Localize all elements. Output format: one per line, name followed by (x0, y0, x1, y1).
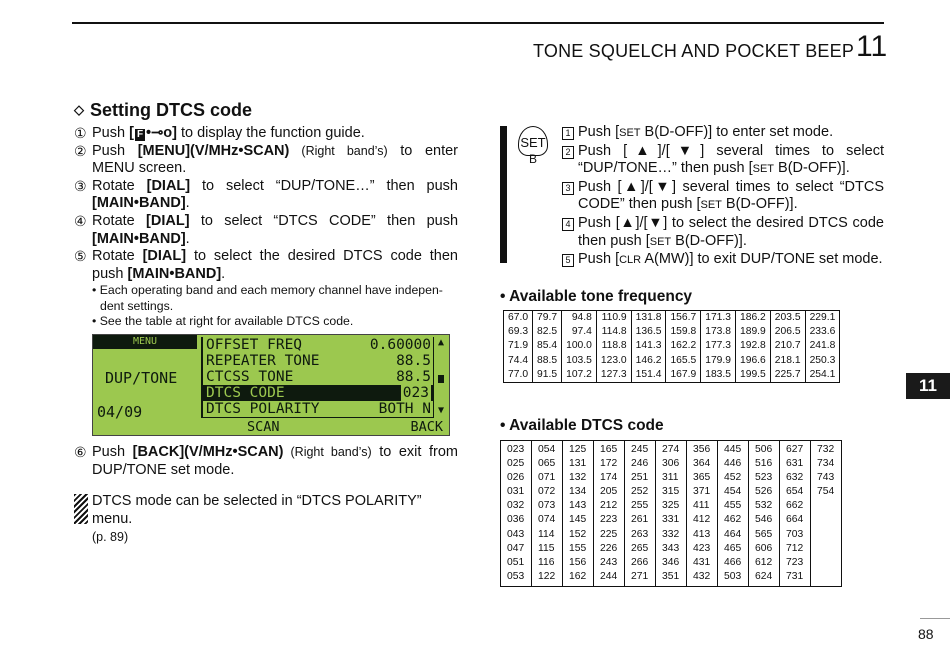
table-cell: 245 (631, 444, 649, 455)
table-cell: 452 (724, 472, 742, 484)
table-cell: 91.5 (537, 368, 558, 380)
table-cell: 703 (786, 528, 804, 540)
scroll-down-icon: ▼ (437, 405, 445, 416)
tone-column (533, 311, 562, 383)
alt-procedure-steps (562, 124, 884, 270)
table-cell: 412 (693, 514, 711, 526)
table-cell: 032 (507, 500, 525, 512)
table-cell: 265 (631, 542, 649, 554)
lcd-scrollbar (435, 337, 447, 417)
table-cell: 218.1 (774, 354, 801, 366)
table-cell: 043 (507, 528, 525, 540)
table-cell: 167.9 (670, 368, 697, 380)
table-cell: 189.9 (740, 326, 766, 338)
lcd-back-softkey: BACK (410, 419, 443, 435)
lcd-menu-row: REPEATER TONE 88.5 (206, 353, 431, 369)
table-cell: 051 (507, 556, 525, 568)
table-cell: 241.8 (809, 340, 836, 352)
table-cell: 100.0 (566, 340, 592, 352)
table-cell: 074 (538, 514, 556, 526)
tone-column (562, 311, 597, 383)
table-cell: 065 (538, 458, 556, 470)
step-1: ① Push [ F •⊸o] to display the function guide. (74, 125, 365, 141)
step-4: ④ Rotate [DIAL] to select “DTCS CODE” then push [MAIN•BAND]. (74, 212, 459, 247)
table-cell: 731 (786, 570, 804, 582)
dtcs-column (780, 441, 811, 587)
table-cell: 223 (600, 514, 618, 526)
dtcs-table-title: • Available DTCS code (500, 417, 664, 434)
lcd-group-label: DUP/TONE (105, 369, 178, 387)
lcd-display (92, 334, 450, 436)
table-cell: 103.5 (566, 354, 592, 366)
table-cell: 205 (600, 486, 618, 498)
table-cell: 174 (600, 472, 618, 484)
table-cell: 173.8 (705, 326, 731, 338)
table-cell: 631 (786, 458, 804, 470)
table-cell: 131 (569, 458, 587, 470)
chapter-number: 11 (856, 30, 888, 63)
tone-column (736, 311, 771, 383)
table-cell: 431 (693, 556, 711, 568)
table-cell: 445 (724, 444, 742, 455)
table-cell: 250.3 (809, 354, 836, 366)
table-cell: 159.8 (670, 326, 697, 338)
table-cell: 196.6 (740, 354, 766, 366)
table-cell: 82.5 (537, 326, 558, 338)
table-cell: 624 (755, 570, 773, 582)
section-title-text: Setting DTCS code (90, 100, 253, 120)
table-cell: 315 (662, 486, 680, 498)
lcd-menu-row: CTCSS TONE 88.5 (206, 369, 431, 385)
table-cell: 346 (662, 556, 680, 568)
table-cell: 192.8 (740, 340, 766, 352)
table-cell: 116 (538, 556, 555, 568)
table-cell: 152 (569, 528, 587, 540)
alt-step-4: 4 Push [▲]/[▼] to select the desired DTCS code then push [SET B(D-OFF)]. (562, 215, 884, 251)
table-cell: 118.8 (601, 340, 627, 352)
procedure-steps (74, 125, 458, 283)
table-cell: 143 (569, 500, 587, 512)
table-cell: 523 (755, 472, 773, 484)
table-cell: 114 (538, 528, 555, 540)
table-cell: 229.1 (809, 312, 836, 323)
dtcs-column (594, 441, 625, 587)
table-cell: 226 (600, 542, 618, 554)
scroll-thumb (438, 375, 444, 383)
table-cell: 662 (786, 500, 804, 512)
tone-table-title: • Available tone frequency (500, 288, 693, 305)
table-cell: 88.5 (537, 354, 558, 366)
table-cell: 455 (724, 500, 742, 512)
dtcs-column (501, 441, 532, 587)
page-number-rule (920, 618, 950, 619)
table-cell: 79.7 (537, 312, 558, 323)
table-cell: 072 (538, 486, 556, 498)
table-cell: 146.2 (635, 354, 662, 366)
table-cell: 123.0 (600, 354, 627, 366)
table-cell: 225 (600, 528, 618, 540)
table-cell: 612 (755, 556, 773, 568)
table-cell: 723 (786, 556, 804, 568)
top-rule (72, 22, 884, 24)
alt-step-3: 3 Push [▲]/[▼] several times to select “DTCS CODE” then push [SET B(D-OFF)]. (562, 179, 884, 215)
table-cell: 162 (569, 570, 587, 582)
table-cell: 67.0 (508, 312, 529, 323)
table-cell: 516 (755, 458, 773, 470)
table-cell: 432 (693, 570, 711, 582)
table-cell: 364 (693, 458, 711, 470)
table-cell: 411 (693, 500, 710, 512)
section-title (74, 100, 252, 121)
table-cell: 125 (569, 444, 587, 455)
table-cell: 199.5 (740, 368, 766, 380)
tone-column (596, 311, 631, 383)
table-cell: 423 (693, 542, 711, 554)
table-cell: 183.5 (705, 368, 731, 380)
lcd-softkeys (197, 419, 449, 435)
table-cell: 627 (786, 444, 804, 455)
lcd-page-indicator: 04/09 (97, 403, 143, 421)
table-cell: 754 (817, 486, 835, 498)
table-cell: 054 (538, 444, 556, 455)
alt-step-2: 2 Push [▲]/[▼] several times to select “DUP/TONE…” then push [SET B(D-OFF)]. (562, 143, 884, 179)
dtcs-column (811, 441, 842, 587)
table-cell: 311 (662, 472, 679, 484)
table-cell: 271 (631, 570, 649, 582)
table-cell: 325 (662, 500, 680, 512)
chapter-side-tab: 11 (906, 373, 950, 399)
function-key-icon: F (136, 129, 144, 140)
table-cell: 053 (507, 570, 525, 582)
table-cell: 565 (755, 528, 773, 540)
table-cell: 465 (724, 542, 742, 554)
table-cell: 233.6 (809, 326, 836, 338)
step-2: ② Push [MENU](V/MHz•SCAN) (Right band’s) to enter MENU screen. (74, 142, 458, 177)
table-cell: 332 (662, 528, 680, 540)
table-cell: 343 (662, 542, 680, 554)
dtcs-column (656, 441, 687, 587)
lcd-menu-list (201, 337, 434, 418)
dtcs-code-table (500, 440, 842, 587)
table-cell: 654 (786, 486, 804, 498)
table-cell: 136.5 (635, 326, 662, 338)
step-6: ⑥ Push [BACK](V/MHz•SCAN) (Right band’s) to exit from DUP/TONE set mode. (74, 444, 458, 478)
page-header-title: TONE SQUELCH AND POCKET BEEP (533, 41, 855, 61)
table-cell: 356 (693, 444, 711, 455)
table-cell: 252 (631, 486, 649, 498)
table-cell: 69.3 (508, 326, 529, 338)
tone-column (770, 311, 805, 383)
lcd-menu-tab: MENU (93, 335, 197, 349)
table-cell: 454 (724, 486, 742, 498)
table-cell: 031 (507, 486, 525, 498)
table-cell: 244 (600, 570, 618, 582)
table-cell: 026 (507, 472, 525, 484)
table-cell: 251 (631, 472, 649, 484)
table-cell: 177.3 (705, 340, 731, 352)
table-cell: 274 (662, 444, 680, 455)
tone-column (805, 311, 840, 383)
note-item: • Each operating band and each memory channel have indepen-dent settings. (92, 283, 443, 313)
table-cell: 526 (755, 486, 773, 498)
memo-icon (74, 494, 88, 524)
dtcs-column (718, 441, 749, 587)
lcd-menu-row: DTCS POLARITY BOTH N (206, 401, 431, 417)
table-cell: 036 (507, 514, 525, 526)
table-cell: 179.9 (705, 354, 731, 366)
table-cell: 127.3 (600, 368, 627, 380)
table-cell: 664 (786, 514, 804, 526)
note-item: • See the table at right for available DTCS code. (92, 314, 354, 328)
table-cell: 165 (600, 444, 618, 455)
table-cell: 255 (631, 500, 649, 512)
table-cell: 114.8 (601, 326, 627, 338)
dtcs-column (749, 441, 780, 587)
table-cell: 162.2 (670, 340, 697, 352)
table-cell: 132 (569, 472, 587, 484)
table-cell: 243 (600, 556, 618, 568)
table-cell: 446 (724, 458, 742, 470)
table-cell: 203.5 (774, 312, 801, 323)
table-cell: 246 (631, 458, 649, 470)
table-cell: 732 (817, 444, 835, 455)
table-cell: 134 (569, 486, 587, 498)
table-cell: 225.7 (774, 368, 801, 380)
table-cell: 165.5 (670, 354, 697, 366)
tone-column (631, 311, 666, 383)
table-cell: 462 (724, 514, 742, 526)
dtcs-column (563, 441, 594, 587)
table-cell: 371 (693, 486, 711, 498)
tone-column (504, 311, 533, 383)
dtcs-column (687, 441, 718, 587)
table-cell: 97.4 (571, 326, 592, 338)
table-cell: 466 (724, 556, 742, 568)
tone-column (666, 311, 701, 383)
table-cell: 212 (600, 500, 618, 512)
tone-column (701, 311, 736, 383)
table-cell: 94.8 (571, 312, 592, 323)
right-column-bar (500, 126, 507, 263)
table-cell: 156.7 (670, 312, 697, 323)
table-cell: 210.7 (774, 340, 801, 352)
table-cell: 306 (662, 458, 680, 470)
table-cell: 712 (786, 542, 804, 554)
table-cell: 546 (755, 514, 773, 526)
table-cell: 186.2 (740, 312, 766, 323)
alt-step-1: 1 Push [SET B(D-OFF)] to enter set mode. (562, 124, 884, 143)
table-cell: 131.8 (635, 312, 662, 323)
table-cell: 464 (724, 528, 742, 540)
step-notes (92, 283, 458, 330)
table-cell: 532 (755, 500, 773, 512)
table-cell: 122 (538, 570, 556, 582)
table-cell: 261 (631, 514, 649, 526)
table-cell: 115 (538, 542, 555, 554)
dtcs-column (625, 441, 656, 587)
tone-frequency-table (503, 310, 840, 383)
table-cell: 365 (693, 472, 711, 484)
lcd-menu-row-selected: DTCS CODE 023 (203, 385, 433, 401)
table-cell: 506 (755, 444, 773, 455)
table-cell: 266 (631, 556, 649, 568)
memo-note: DTCS mode can be selected in “DTCS POLARITY” menu. (p. 89) (92, 493, 422, 544)
set-key-icon: SET B (518, 126, 548, 172)
table-cell: 254.1 (809, 368, 836, 380)
step-3: ③ Rotate [DIAL] to select “DUP/TONE…” then push [MAIN•BAND]. (74, 177, 458, 212)
lcd-menu-row: OFFSET FREQ 0.60000 (206, 337, 431, 353)
table-cell: 206.5 (774, 326, 801, 338)
table-cell: 156 (569, 556, 587, 568)
table-cell: 145 (569, 514, 587, 526)
table-cell: 263 (631, 528, 649, 540)
lcd-scan-softkey: SCAN (247, 419, 280, 435)
table-cell: 734 (817, 458, 835, 470)
table-cell: 141.3 (635, 340, 662, 352)
table-cell: 606 (755, 542, 773, 554)
table-cell: 171.3 (705, 312, 731, 323)
table-cell: 025 (507, 458, 525, 470)
table-cell: 023 (507, 444, 525, 455)
table-cell: 351 (662, 570, 680, 582)
table-cell: 107.2 (566, 368, 592, 380)
table-cell: 71.9 (508, 340, 529, 352)
alt-step-5: 5 Push [CLR A(MW)] to exit DUP/TONE set mode. (562, 251, 884, 270)
table-cell: 110.9 (601, 312, 627, 323)
table-cell: 172 (600, 458, 618, 470)
dtcs-column (532, 441, 563, 587)
table-cell: 85.4 (537, 340, 558, 352)
table-cell: 413 (693, 528, 711, 540)
table-cell: 503 (724, 570, 742, 582)
diamond-icon: ◇ (74, 102, 84, 117)
table-cell: 632 (786, 472, 804, 484)
table-cell: 047 (507, 542, 525, 554)
table-cell: 331 (662, 514, 680, 526)
table-cell: 77.0 (508, 368, 529, 380)
scroll-up-icon: ▲ (437, 337, 445, 348)
table-cell: 073 (538, 500, 556, 512)
table-cell: 155 (569, 542, 587, 554)
table-cell: 151.4 (635, 368, 662, 380)
page-number: 88 (918, 626, 934, 642)
table-cell: 743 (817, 472, 835, 484)
table-cell: 071 (538, 472, 556, 484)
table-cell: 74.4 (508, 354, 529, 366)
step-5: ⑤ Rotate [DIAL] to select the desired DTCS code then push [MAIN•BAND]. (74, 248, 458, 282)
